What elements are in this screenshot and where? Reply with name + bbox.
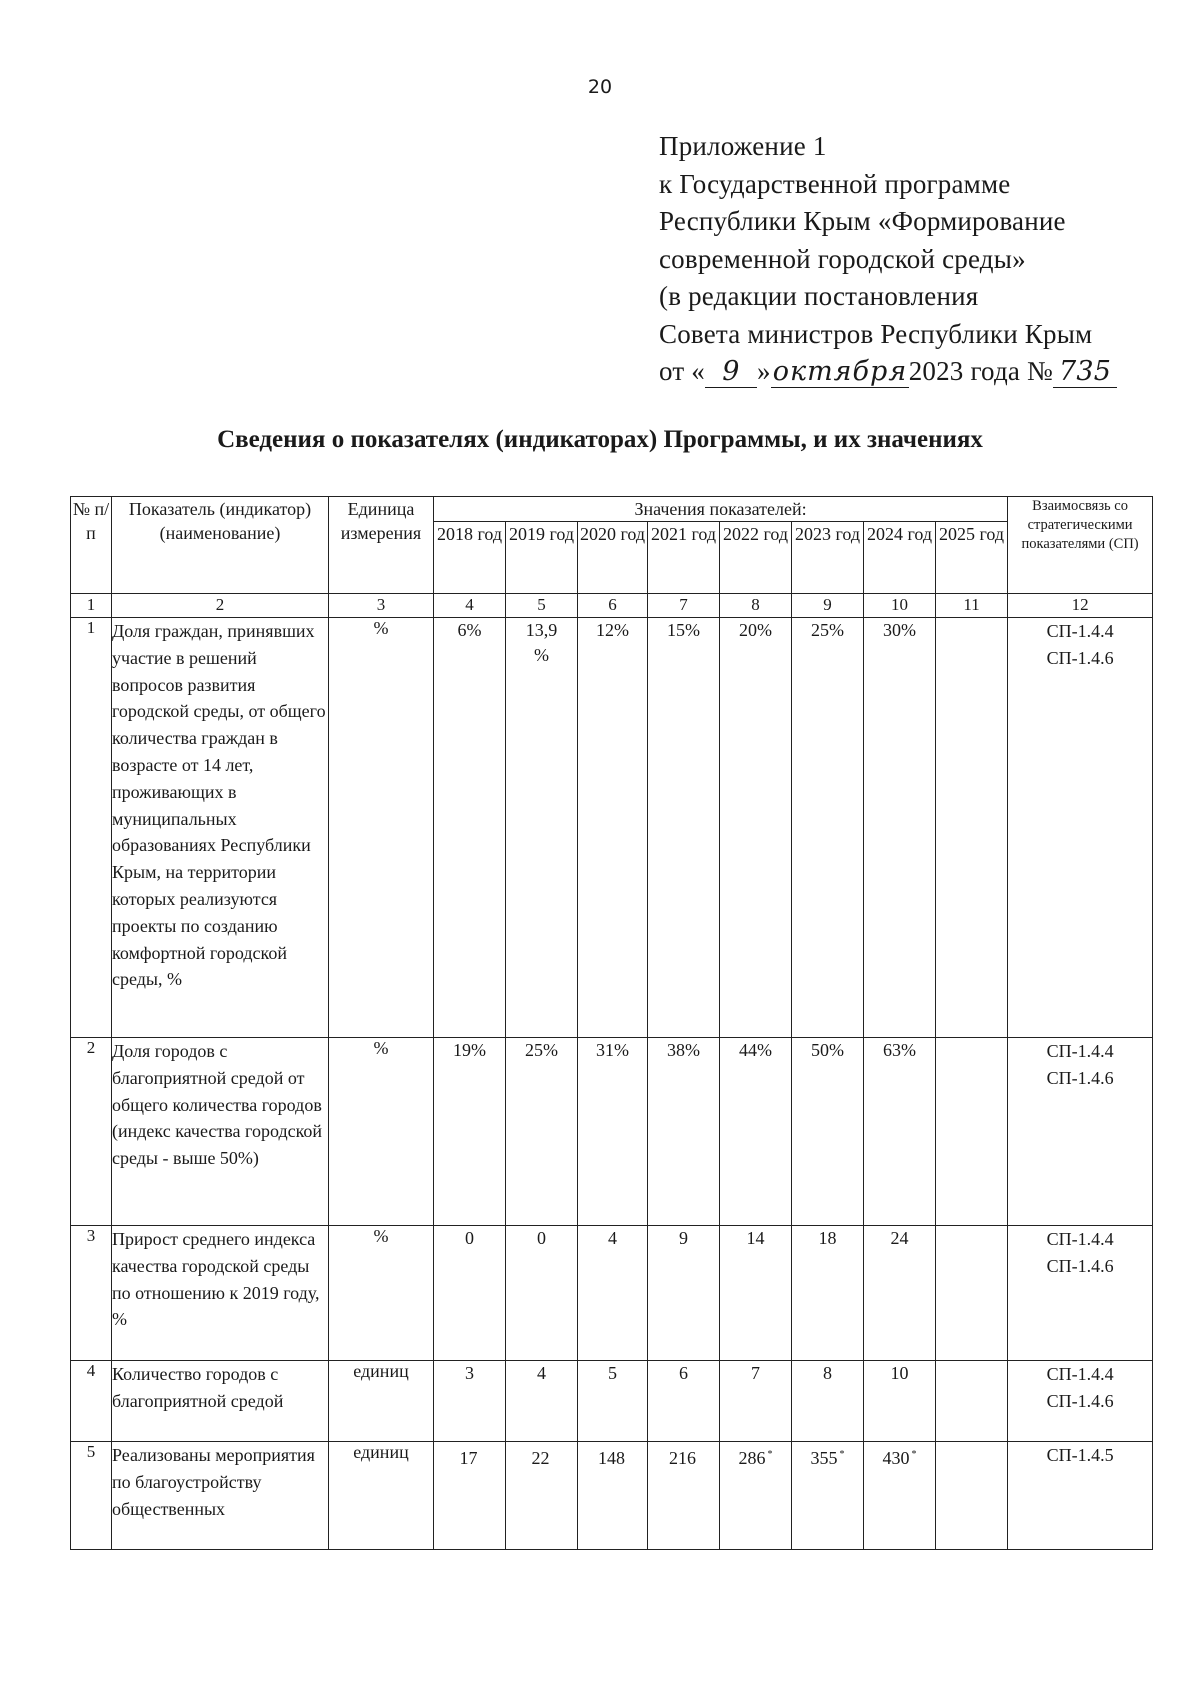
indicator-name: Доля граждан, принявших участие в решений вопросов развития городской среды, от общего количества граждан в возрасте от 14 лет, проживающих в муниципальных образованиях Республики Крым, на территории которых реализуются проекты по созданию комфортной городской среды, % bbox=[112, 618, 329, 1038]
value-cell bbox=[936, 1361, 1008, 1442]
column-number: 7 bbox=[648, 594, 720, 618]
header-year: 2021 год bbox=[648, 522, 720, 594]
sp-code: СП-1.4.4 bbox=[1046, 1229, 1114, 1249]
value-cell bbox=[936, 618, 1008, 1038]
column-number: 2 bbox=[112, 594, 329, 618]
handwritten-doc-number: 735 bbox=[1053, 353, 1117, 391]
value-cell: 44% bbox=[720, 1038, 792, 1226]
header-year: 2022 год bbox=[720, 522, 792, 594]
appendix-line: к Государственной программе bbox=[659, 168, 1011, 199]
sp-link-cell bbox=[1008, 618, 1153, 1038]
value-cell: 3 bbox=[434, 1361, 506, 1442]
header-num: № п/ п bbox=[71, 497, 112, 594]
appendix-line: Совета министров Республики Крым bbox=[659, 318, 1093, 349]
unit-cell: % bbox=[329, 1226, 434, 1361]
indicator-name: Доля городов с благоприятной средой от общего количества городов (индекс качества городской среды - выше 50%) bbox=[112, 1038, 329, 1226]
value-cell: 17 bbox=[434, 1442, 506, 1550]
header-link: Взаимосвязь со стратегическими показателями (СП) bbox=[1008, 497, 1153, 594]
value-cell: 31% bbox=[578, 1038, 648, 1226]
value-cell: 430 * bbox=[864, 1442, 936, 1550]
indicators-table bbox=[70, 496, 1153, 1550]
sp-code: СП-1.4.4 bbox=[1046, 621, 1114, 641]
footnote-mark: * bbox=[911, 1449, 917, 1460]
column-number: 6 bbox=[578, 594, 648, 618]
indicator-name: Прирост среднего индекса качества городской среды по отношению к 2019 году, % bbox=[112, 1226, 329, 1361]
value-cell: 7 bbox=[720, 1361, 792, 1442]
value-cell: 15% bbox=[648, 618, 720, 1038]
header-year: 2023 год bbox=[792, 522, 864, 594]
unit-cell: единиц bbox=[329, 1442, 434, 1550]
value-cell: 9 bbox=[648, 1226, 720, 1361]
handwritten-day: 9 bbox=[705, 353, 757, 391]
appendix-line: (в редакции постановления bbox=[659, 281, 979, 311]
header-unit: Единица измерения bbox=[329, 497, 434, 594]
unit-cell: единиц bbox=[329, 1361, 434, 1442]
header-year: 2018 год bbox=[434, 522, 506, 594]
column-number: 1 bbox=[71, 594, 112, 618]
column-number-row bbox=[71, 594, 1153, 618]
value-cell: 38% bbox=[648, 1038, 720, 1226]
page-number: 20 bbox=[587, 76, 613, 98]
sp-link-cell bbox=[1008, 1038, 1153, 1226]
value-cell: 216 bbox=[648, 1442, 720, 1550]
row-number: 4 bbox=[71, 1361, 112, 1442]
value-cell: 148 bbox=[578, 1442, 648, 1550]
value-cell: 10 bbox=[864, 1361, 936, 1442]
table-row bbox=[71, 1226, 1153, 1361]
value-cell bbox=[936, 1038, 1008, 1226]
header-indicator: Показатель (индикатор) (наименование) bbox=[112, 497, 329, 594]
sp-link-cell bbox=[1008, 1226, 1153, 1361]
value-cell: 4 bbox=[578, 1226, 648, 1361]
indicator-name: Количество городов с благоприятной средой bbox=[112, 1361, 329, 1442]
column-number: 5 bbox=[506, 594, 578, 618]
sp-code: СП-1.4.4 bbox=[1046, 1364, 1114, 1384]
table-row bbox=[71, 1038, 1153, 1226]
sp-code: СП-1.4.6 bbox=[1046, 1255, 1114, 1276]
footnote-mark: * bbox=[767, 1449, 773, 1460]
sp-code: СП-1.4.6 bbox=[1046, 1067, 1114, 1088]
value-cell: 12% bbox=[578, 618, 648, 1038]
date-prefix: от « bbox=[659, 356, 705, 386]
column-number: 11 bbox=[936, 594, 1008, 618]
value-cell: 22 bbox=[506, 1442, 578, 1550]
header-year: 2020 год bbox=[578, 522, 648, 594]
column-number: 3 bbox=[329, 594, 434, 618]
column-number: 8 bbox=[720, 594, 792, 618]
handwritten-month: октября bbox=[772, 356, 908, 387]
value-cell: 63% bbox=[864, 1038, 936, 1226]
value-cell: 355 * bbox=[792, 1442, 864, 1550]
value-cell: 25% bbox=[792, 618, 864, 1038]
table-row bbox=[71, 1442, 1153, 1550]
row-number: 2 bbox=[71, 1038, 112, 1226]
value-cell: 8 bbox=[792, 1361, 864, 1442]
value-cell: 18 bbox=[792, 1226, 864, 1361]
value-cell: 0 bbox=[506, 1226, 578, 1361]
value-cell: 14 bbox=[720, 1226, 792, 1361]
sp-link-cell bbox=[1008, 1361, 1153, 1442]
date-year-text: 2023 года № bbox=[908, 356, 1054, 386]
value-cell: 4 bbox=[506, 1361, 578, 1442]
sp-code: СП-1.4.6 bbox=[1046, 647, 1114, 668]
date-quote-close: » bbox=[757, 356, 771, 386]
footnote-mark: * bbox=[839, 1449, 845, 1460]
sp-code: СП-1.4.4 bbox=[1046, 1041, 1114, 1061]
appendix-line: Приложение 1 bbox=[659, 131, 827, 161]
unit-cell: % bbox=[329, 618, 434, 1038]
unit-cell: % bbox=[329, 1038, 434, 1226]
sp-code: СП-1.4.6 bbox=[1046, 1390, 1114, 1411]
header-year: 2024 год bbox=[864, 522, 936, 594]
column-number: 4 bbox=[434, 594, 506, 618]
value-cell: 24 bbox=[864, 1226, 936, 1361]
header-values-group: Значения показателей: bbox=[434, 497, 1008, 522]
table-row bbox=[71, 1361, 1153, 1442]
column-number: 9 bbox=[792, 594, 864, 618]
value-cell: 286 * bbox=[720, 1442, 792, 1550]
value-cell: 25% bbox=[506, 1038, 578, 1226]
sp-link-cell bbox=[1008, 1442, 1153, 1550]
value-cell: 6 bbox=[648, 1361, 720, 1442]
table-row bbox=[71, 618, 1153, 1038]
column-number: 10 bbox=[864, 594, 936, 618]
row-number: 1 bbox=[71, 618, 112, 1038]
value-cell bbox=[936, 1442, 1008, 1550]
value-cell bbox=[936, 1226, 1008, 1361]
value-cell: 30% bbox=[864, 618, 936, 1038]
value-cell: 50% bbox=[792, 1038, 864, 1226]
appendix-date-line bbox=[659, 353, 1117, 391]
value-cell: 5 bbox=[578, 1361, 648, 1442]
appendix-line: современной городской среды» bbox=[659, 243, 1026, 274]
column-number: 12 bbox=[1008, 594, 1153, 618]
table-header-row bbox=[71, 497, 1153, 522]
value-cell: 0 bbox=[434, 1226, 506, 1361]
value-cell: 6% bbox=[434, 618, 506, 1038]
document-title: Сведения о показателях (индикаторах) Программы, и их значениях bbox=[217, 426, 983, 453]
value-cell: 20% bbox=[720, 618, 792, 1038]
appendix-block bbox=[659, 128, 1117, 391]
row-number: 5 bbox=[71, 1442, 112, 1550]
header-year: 2025 год bbox=[936, 522, 1008, 594]
value-cell: 13,9 % bbox=[506, 618, 578, 1038]
header-year: 2019 год bbox=[506, 522, 578, 594]
value-cell: 19% bbox=[434, 1038, 506, 1226]
appendix-line: Республики Крым «Формирование bbox=[659, 206, 1066, 236]
sp-code: СП-1.4.5 bbox=[1046, 1445, 1114, 1465]
indicator-name: Реализованы мероприятия по благоустройству общественных bbox=[112, 1442, 329, 1550]
row-number: 3 bbox=[71, 1226, 112, 1361]
